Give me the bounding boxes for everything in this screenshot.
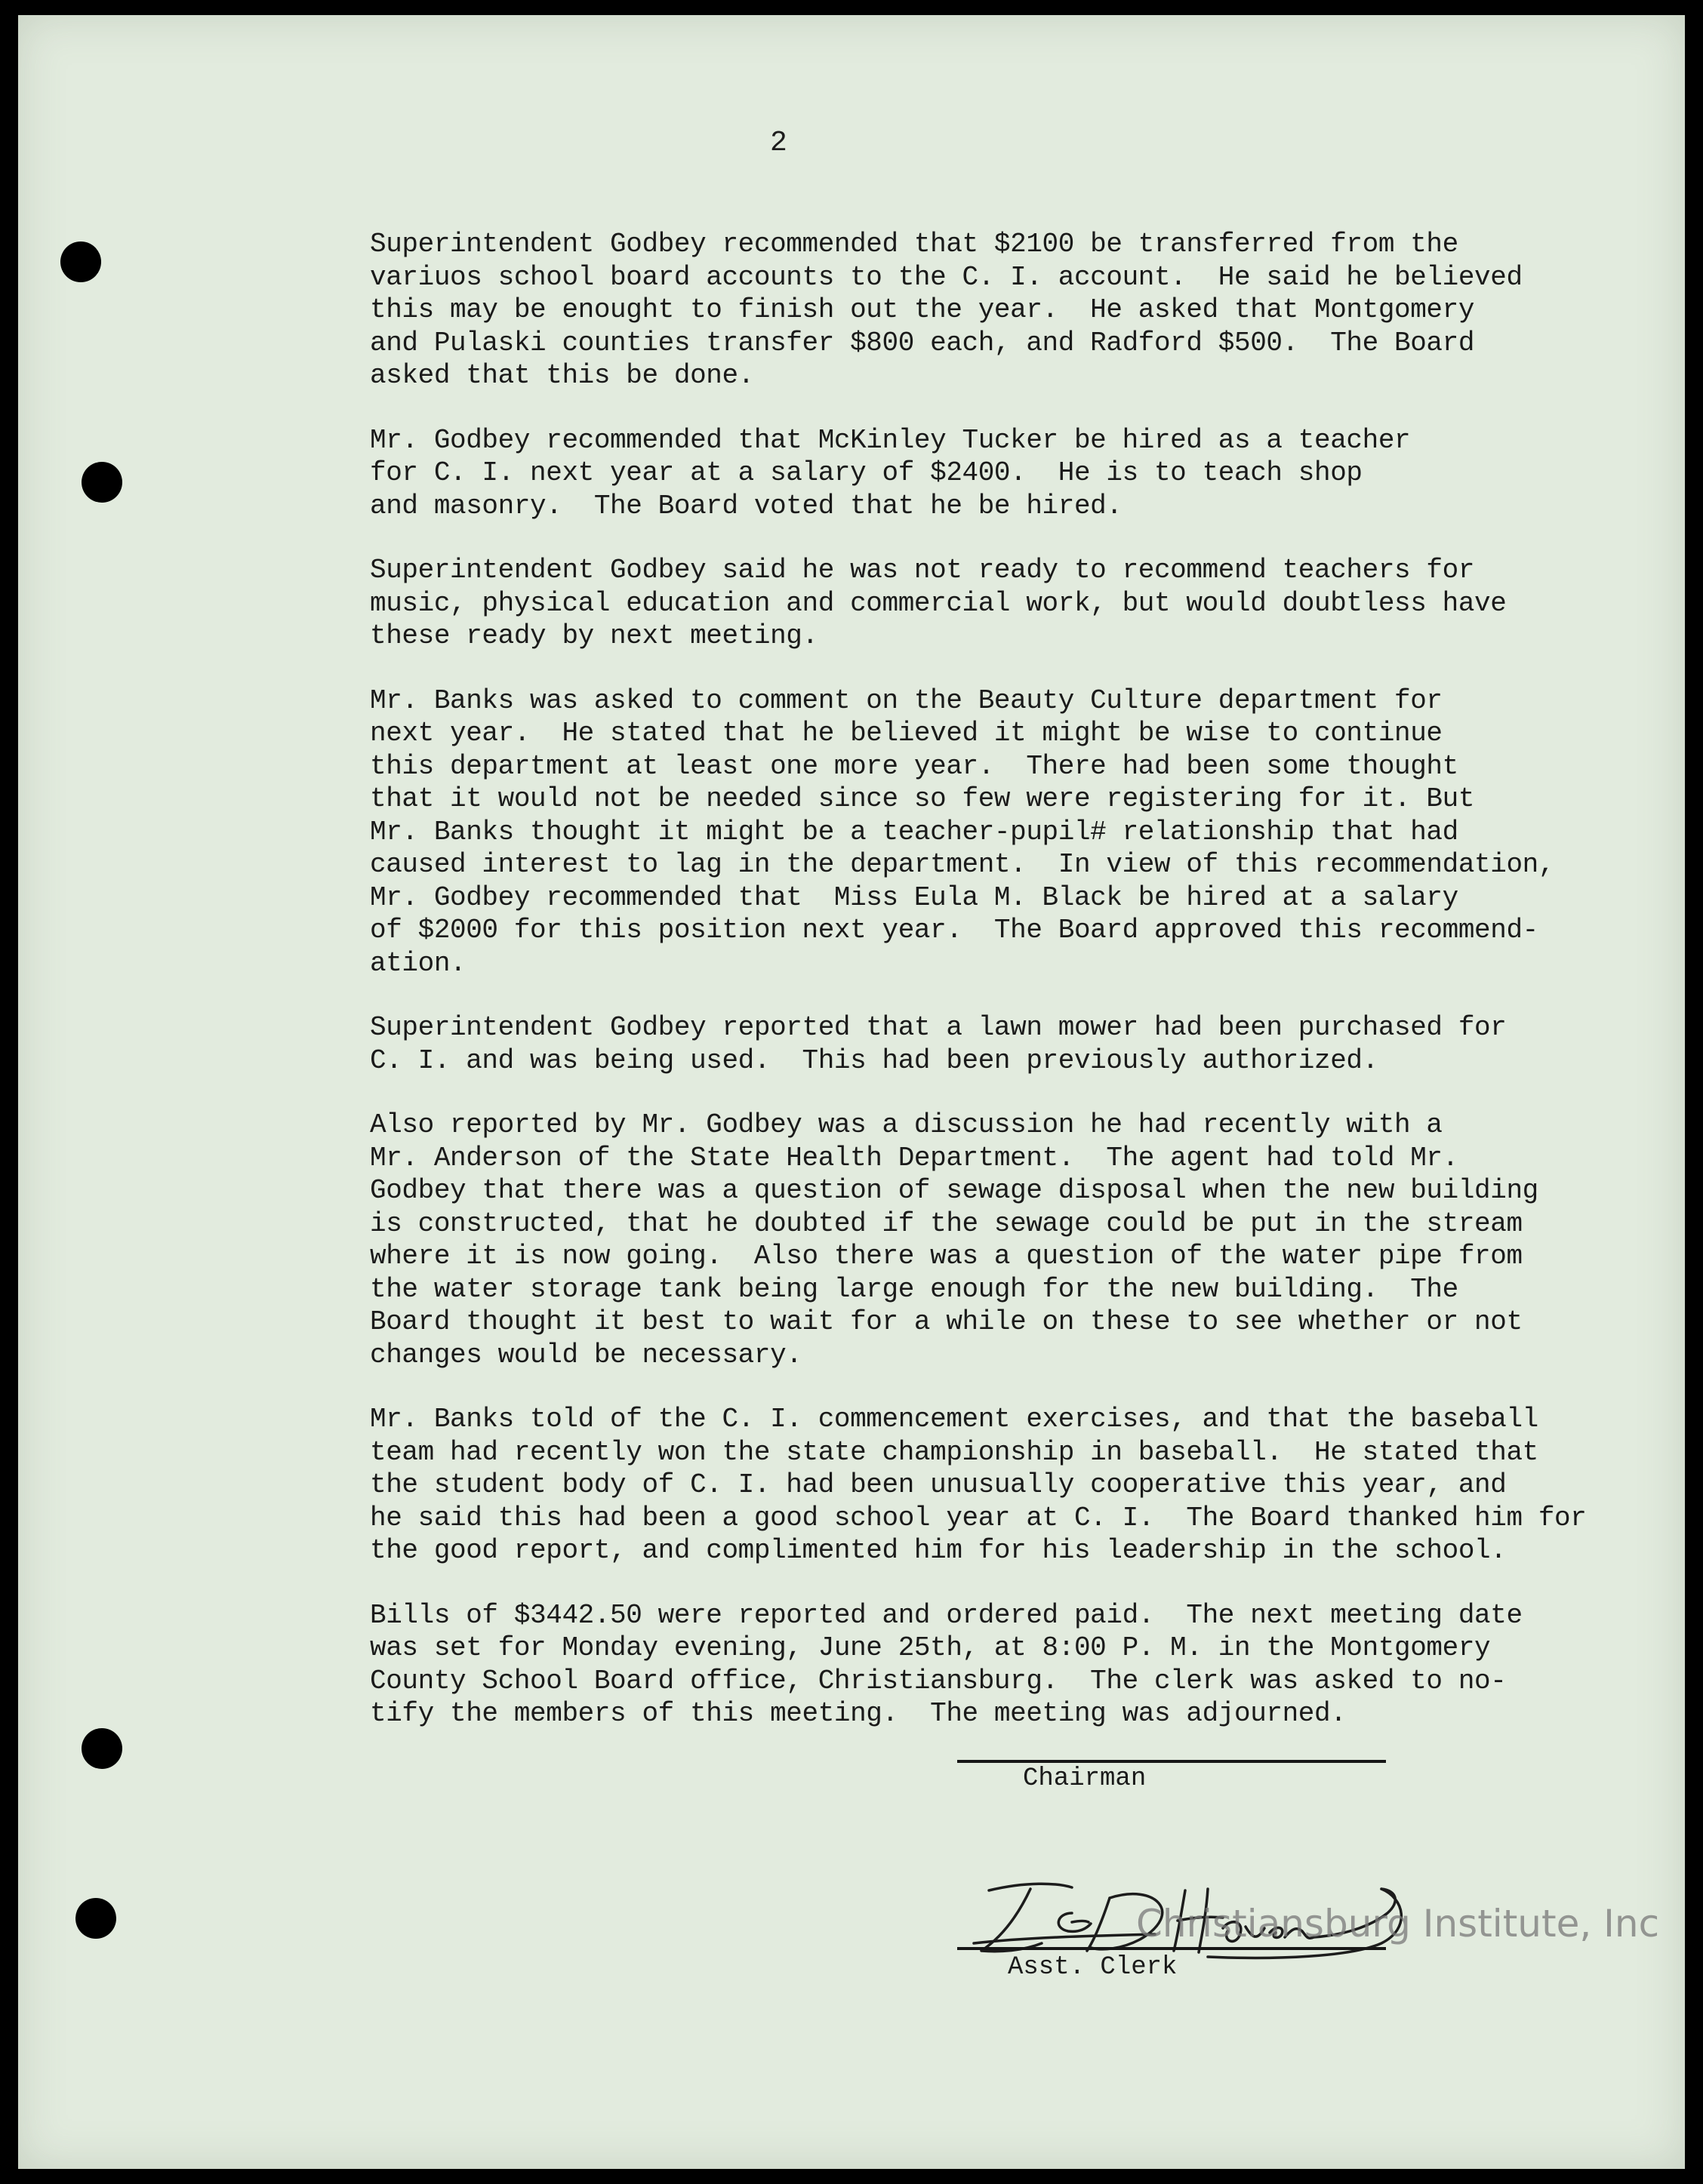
- archive-watermark: Christiansburg Institute, Inc: [1136, 1902, 1660, 1946]
- paragraph-tucker-hire: Mr. Godbey recommended that McKinley Tucker be hired as a teacher for C. I. next year at a salary of $2400. He is to teach shop and masonry. The Board voted that he be hired.: [370, 424, 1411, 521]
- paragraph-bills-adjourned: Bills of $3442.50 were reported and ordered paid. The next meeting date was set for Monday evening, June 25th, at 8:00 P. M. in the Montgomery County School Board office, Christiansburg. The clerk was asked to no- tify the members of this meeting. The meeting was adjourned.: [370, 1599, 1523, 1729]
- punch-hole: [75, 1898, 116, 1939]
- chairman-signature-line: [957, 1760, 1386, 1763]
- paragraph-health-department: Also reported by Mr. Godbey was a discussion he had recently with a Mr. Anderson of the State Health Department. The agent had told Mr. Godbey that there was a question of sewage disposal when the new building is constructed, that he doubted if the sewage could be put in the stream where it is now going. Also there was a question of the water pipe from the water storage tank being large enough for the new building. The Board thought it best to wait for a while on these to see whether or not changes would be necessary.: [370, 1109, 1538, 1370]
- paragraph-commencement: Mr. Banks told of the C. I. commencement exercises, and that the baseball team had recently won the state championship in baseball. He stated that the student body of C. I. had been unusually cooperative this year, and he said this had been a good school year at C. I. The Board thanked him for the good report, and complimented him for his leadership in the school.: [370, 1404, 1587, 1566]
- page-number: 2: [770, 127, 787, 159]
- paragraph-teacher-recommendations: Superintendent Godbey said he was not ready to recommend teachers for music, physical education and commercial work, but would doubtless have these ready by next meeting.: [370, 555, 1507, 651]
- punch-hole: [82, 1728, 122, 1769]
- paragraph-beauty-culture: Mr. Banks was asked to comment on the Beauty Culture department for next year. He stated that he believed it might be wise to continue this department at least one more year. There had been some thought that it would not be needed since so few were registering for it. But Mr. Banks thought it might be a teacher-pupil# relationship that had caused interest to lag in the department. In view of this recommendation, Mr. Godbey recommended that Miss Eula M. Black be hired at a salary of $2000 for this position next year. The Board approved this recommend- ation.: [370, 684, 1555, 979]
- paragraph-lawn-mower: Superintendent Godbey reported that a lawn mower had been purchased for C. I. and was being used. This had been previously authorized.: [370, 1012, 1507, 1076]
- clerk-label: Asst. Clerk: [1008, 1953, 1178, 1982]
- minutes-body: [370, 228, 1653, 1762]
- chairman-label: Chairman: [1023, 1764, 1147, 1793]
- clerk-signature-line: [957, 1947, 1386, 1950]
- punch-hole: [60, 241, 101, 282]
- paragraph-fund-transfer: Superintendent Godbey recommended that $2100 be transferred from the variuos school board accounts to the C. I. account. He said he believed this may be enought to finish out the year. He asked that Montgomery and Pulaski counties transfer $800 each, and Radford $500. The Board asked that this be done.: [370, 229, 1523, 391]
- punch-hole: [82, 462, 122, 503]
